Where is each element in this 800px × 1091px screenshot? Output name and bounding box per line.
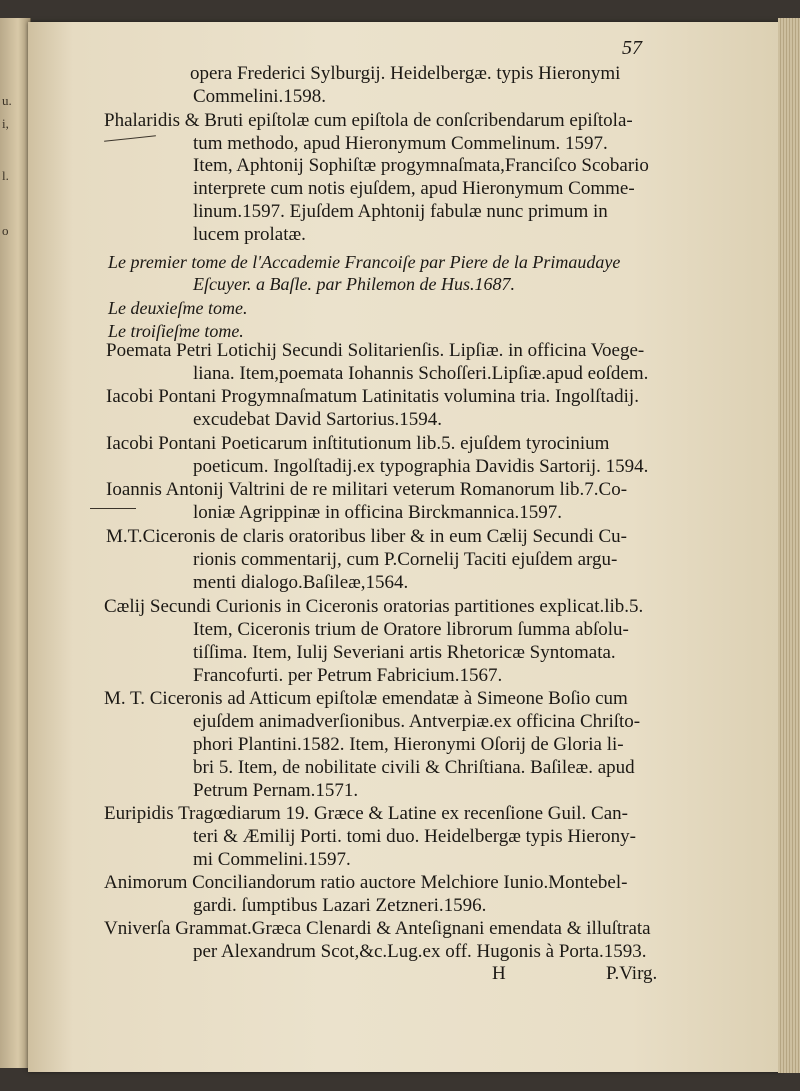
text-line: Commelini.1598. — [193, 86, 326, 107]
text-line: Item, Aphtonij Sophiſtæ progymnaſmata,Franciſco Scobario — [193, 155, 649, 176]
text-line: loniæ Agrippinæ in officina Birckmannica.1597. — [193, 502, 563, 523]
text-line: teri & Æmilij Porti. tomi duo. Heidelbergæ typis Hierony- — [193, 826, 636, 847]
text-line: Le troiſieſme tome. — [108, 321, 244, 341]
text-line: rionis commentarij, cum P.Cornelij Taciti ejuſdem argu- — [193, 549, 618, 570]
margin-rule — [90, 508, 136, 509]
text-line: Le premier tome de l'Accademie Francoiſe par Piere de la Primaudaye — [108, 252, 621, 272]
text-line: Francofurti. per Petrum Fabricium.1567. — [193, 665, 503, 686]
signature-mark: H — [492, 963, 506, 984]
margin-rule — [104, 135, 156, 141]
text-line: Vniverſa Grammat.Græca Clenardi & Anteſignani emendata & illuſtrata — [104, 918, 651, 939]
text-line: Eſcuyer. a Baſle. par Philemon de Hus.1687. — [193, 274, 515, 294]
text-line: Ioannis Antonij Valtrini de re militari veterum Romanorum lib.7.Co- — [106, 479, 628, 500]
text-line: gardi. ſumptibus Lazari Zetzneri.1596. — [193, 895, 487, 916]
text-line: liana. Item,poemata Iohannis Schoſſeri.Lipſiæ.apud eoſdem. — [193, 363, 649, 384]
text-line: Phalaridis & Bruti epiſtolæ cum epiſtola de conſcribendarum epiſtola- — [104, 110, 633, 131]
text-line: ejuſdem animadverſionibus. Antverpiæ.ex officina Chriſto- — [193, 711, 641, 732]
text-line: poeticum. Ingolſtadij.ex typographia Davidis Sartorij. 1594. — [193, 456, 649, 477]
margin-fragment: u. — [2, 93, 12, 108]
text-line: M. T. Ciceronis ad Atticum epiſtolæ emendatæ à Simeone Boſio cum — [104, 688, 628, 709]
text-line: Cælij Secundi Curionis in Ciceronis oratorias partitiones explicat.lib.5. — [104, 596, 644, 617]
text-line: Poemata Petri Lotichij Secundi Solitarienſis. Lipſiæ. in officina Voege- — [106, 340, 645, 361]
text-line: Euripidis Tragœdiarum 19. Græce & Latine ex recenſione Guil. Can- — [104, 803, 628, 824]
text-line: Le deuxieſme tome. — [108, 298, 248, 318]
page-number: 57 — [622, 37, 642, 59]
margin-fragment: i, — [2, 116, 9, 131]
text-line: Animorum Conciliandorum ratio auctore Melchiore Iunio.Montebel- — [104, 872, 628, 893]
margin-fragment: l. — [2, 168, 9, 183]
text-line: opera Frederici Sylburgij. Heidelbergæ. typis Hieronymi — [190, 63, 621, 84]
text-line: phori Plantini.1582. Item, Hieronymi Oſorij de Gloria li- — [193, 734, 624, 755]
text-line: lucem prolatæ. — [193, 224, 306, 245]
text-line: linum.1597. Ejuſdem Aphtonij fabulæ nunc primum in — [193, 201, 608, 222]
text-line: menti dialogo.Baſileæ,1564. — [193, 572, 409, 593]
text-line: interprete cum notis ejuſdem, apud Hieronymum Comme- — [193, 178, 635, 199]
text-line: Iacobi Pontani Progymnaſmatum Latinitatis volumina tria. Ingolſtadij. — [106, 386, 639, 407]
text-line: mi Commelini.1597. — [193, 849, 351, 870]
text-line: tiſſima. Item, Iulij Severiani artis Rhetoricæ Syntomata. — [193, 642, 616, 663]
catchword: P.Virg. — [606, 963, 658, 984]
text-line: Iacobi Pontani Poeticarum inſtitutionum lib.5. ejuſdem tyrocinium — [106, 433, 610, 454]
text-line: Item, Ciceronis trium de Oratore librorum ſumma abſolu- — [193, 619, 629, 640]
text-line: bri 5. Item, de nobilitate civili & Chriſtiana. Baſileæ. apud — [193, 757, 635, 778]
text-line: per Alexandrum Scot,&c.Lug.ex off. Hugonis à Porta.1593. — [193, 941, 647, 962]
margin-fragment: o — [2, 223, 9, 238]
text-line: tum methodo, apud Hieronymum Commelinum. 1597. — [193, 133, 608, 154]
text-line: M.T.Ciceronis de claris oratoribus liber & in eum Cælij Secundi Cu- — [106, 526, 628, 547]
text-line: excudebat David Sartorius.1594. — [193, 409, 443, 430]
text-line: Petrum Pernam.1571. — [193, 780, 359, 801]
